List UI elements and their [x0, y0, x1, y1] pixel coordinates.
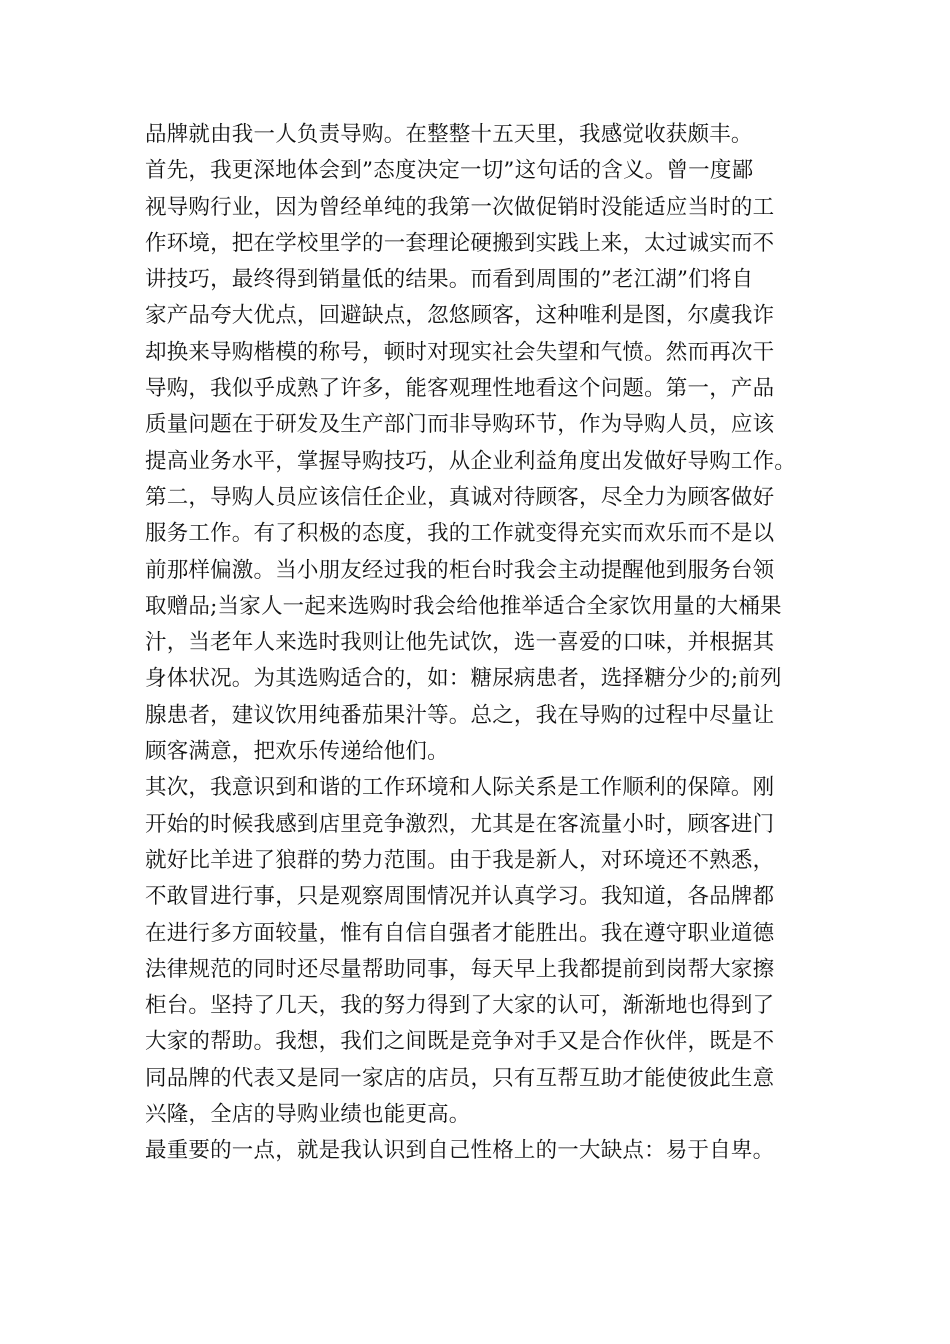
text-line: 作环境，把在学校里学的一套理论硬搬到实践上来，太过诚实而不 — [145, 230, 775, 256]
text-line: 视导购行业，因为曾经单纯的我第一次做促销时没能适应当时的工 — [145, 194, 775, 220]
text-line: 首先，我更深地体会到”态度决定一切”这句话的含义。曾一度鄙 — [145, 158, 754, 184]
text-line: 第二，导购人员应该信任企业，真诚对待顾客，尽全力为顾客做好 — [145, 484, 775, 510]
text-line: 法律规范的同时还尽量帮助同事，每天早上我都提前到岗帮大家擦 — [145, 956, 775, 982]
text-line: 在进行多方面较量，惟有自信自强者才能胜出。我在遵守职业道德 — [145, 920, 775, 946]
text-line: 开始的时候我感到店里竞争激烈，尤其是在客流量小时，顾客进门 — [145, 811, 775, 837]
text-line: 同品牌的代表又是同一家店的店员，只有互帮互助才能使彼此生意 — [145, 1065, 775, 1091]
text-line: 身体状况。为其选购适合的，如：糖尿病患者，选择糖分少的;前列 — [145, 666, 782, 692]
text-line: 就好比羊进了狼群的势力范围。由于我是新人，对环境还不熟悉， — [145, 847, 775, 873]
text-line: 兴隆，全店的导购业绩也能更高。 — [145, 1102, 471, 1128]
text-line: 服务工作。有了积极的态度，我的工作就变得充实而欢乐而不是以 — [145, 521, 775, 547]
text-line: 导购，我似乎成熟了许多，能客观理性地看这个问题。第一，产品 — [145, 376, 775, 402]
text-line: 最重要的一点，就是我认识到自己性格上的一大缺点：易于自卑。 — [145, 1138, 775, 1164]
text-line: 提高业务水平，掌握导购技巧，从企业利益角度出发做好导购工作。 — [145, 448, 797, 474]
document-body — [145, 117, 825, 1170]
text-line: 柜台。坚持了几天，我的努力得到了大家的认可，渐渐地也得到了 — [145, 993, 775, 1019]
text-line: 取赠品;当家人一起来选购时我会给他推举适合全家饮用量的大桶果 — [145, 593, 782, 619]
text-line: 顾客满意，把欢乐传递给他们。 — [145, 739, 449, 765]
text-line: 不敢冒进行事，只是观察周围情况并认真学习。我知道，各品牌都 — [145, 884, 775, 910]
text-line: 前那样偏激。当小朋友经过我的柜台时我会主动提醒他到服务台领 — [145, 557, 775, 583]
text-line: 质量问题在于研发及生产部门而非导购环节，作为导购人员，应该 — [145, 412, 775, 438]
text-line: 腺患者，建议饮用纯番茄果汁等。总之，我在导购的过程中尽量让 — [145, 702, 775, 728]
text-line: 大家的帮助。我想，我们之间既是竞争对手又是合作伙伴，既是不 — [145, 1029, 775, 1055]
text-line: 汁，当老年人来选时我则让他先试饮，选一喜爱的口味，并根据其 — [145, 630, 775, 656]
text-line: 其次，我意识到和谐的工作环境和人际关系是工作顺利的保障。刚 — [145, 775, 775, 801]
text-line: 却换来导购楷模的称号，顿时对现实社会失望和气愤。然而再次干 — [145, 339, 775, 365]
text-line: 家产品夸大优点，回避缺点，忽悠顾客，这种唯利是图，尔虞我诈 — [145, 303, 775, 329]
text-line: 讲技巧，最终得到销量低的结果。而看到周围的”老江湖”们将自 — [145, 267, 754, 293]
text-line: 品牌就由我一人负责导购。在整整十五天里，我感觉收获颇丰。 — [145, 122, 753, 147]
